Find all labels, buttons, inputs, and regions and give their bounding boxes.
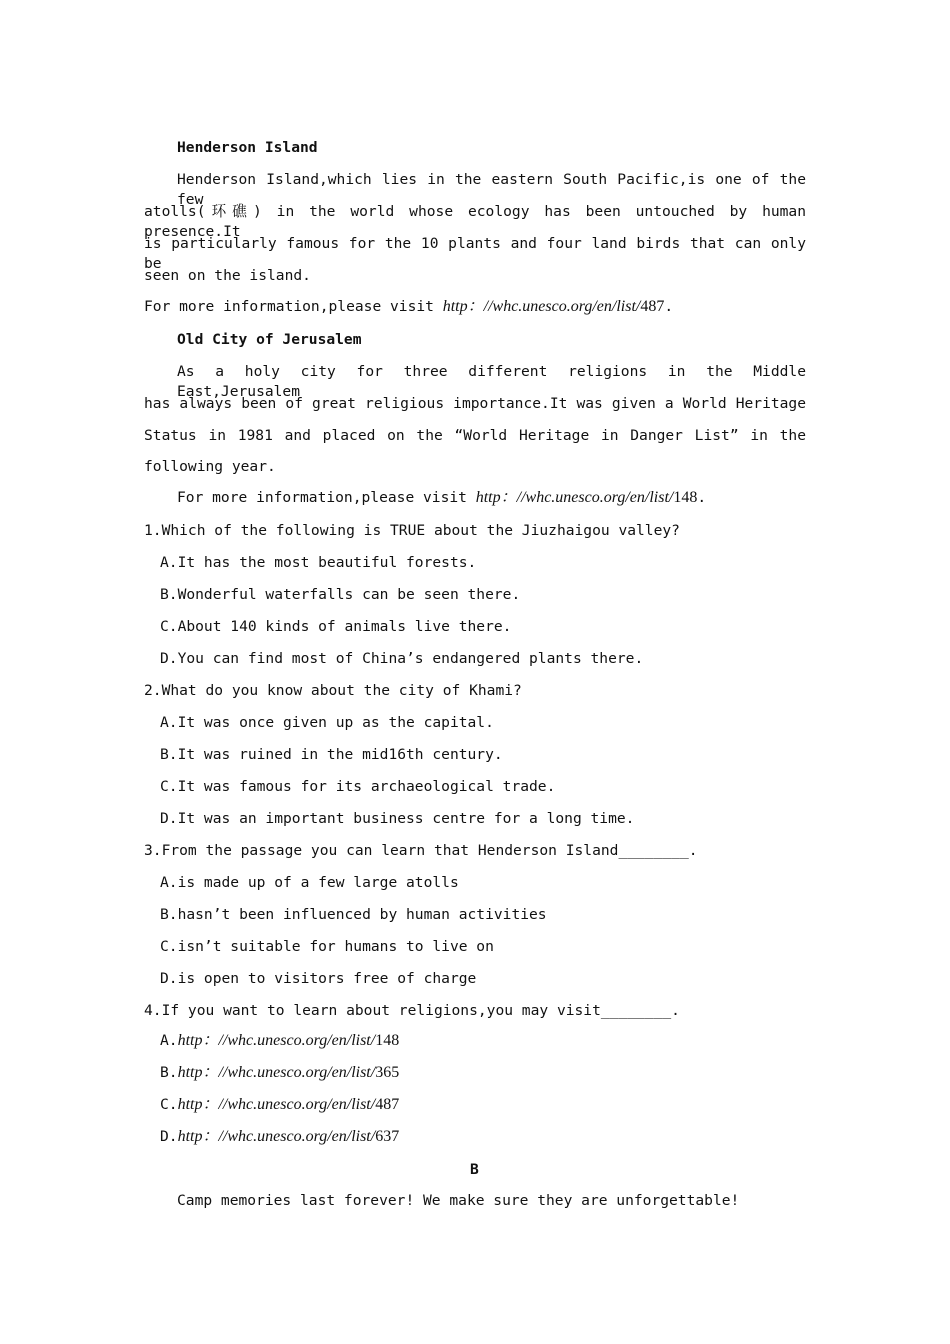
henderson-link[interactable]: http：//whc.unesco.org/en/list/: [442, 298, 641, 315]
henderson-more-info: For more information,please visit http：//whc.unesco.org/en/list/487.: [144, 298, 674, 315]
henderson-para-line-2: atolls(环礁) in the world whose ecology has been untouched by human presence.It: [144, 203, 806, 240]
question-3-option-a[interactable]: A.is made up of a few large atolls: [160, 874, 459, 891]
jerusalem-link[interactable]: http：//whc.unesco.org/en/list/: [475, 489, 674, 506]
question-3-stem: 3.From the passage you can learn that Henderson Island________.: [144, 842, 698, 859]
jerusalem-para-line-1: As a holy city for three different religions in the Middle East,Jerusalem: [177, 363, 806, 400]
section-title-jerusalem: Old City of Jerusalem: [177, 331, 362, 348]
question-2-stem: 2.What do you know about the city of Khami?: [144, 682, 522, 699]
henderson-para-line-4: seen on the island.: [144, 267, 311, 284]
question-1-option-b[interactable]: B.Wonderful waterfalls can be seen there.: [160, 586, 521, 603]
question-1-stem: 1.Which of the following is TRUE about the Jiuzhaigou valley?: [144, 522, 680, 539]
question-3-option-c[interactable]: C.isn’t suitable for humans to live on: [160, 938, 494, 955]
question-4-option-b[interactable]: B.http：//whc.unesco.org/en/list/365: [160, 1064, 400, 1081]
question-1-option-d[interactable]: D.You can find most of China’s endangered plants there.: [160, 650, 644, 667]
jerusalem-more-info: For more information,please visit http：//whc.unesco.org/en/list/148.: [177, 489, 707, 506]
henderson-para-line-3: is particularly famous for the 10 plants and four land birds that can only be: [144, 235, 806, 272]
question-2-option-d[interactable]: D.It was an important business centre for a long time.: [160, 810, 635, 827]
question-3-option-d[interactable]: D.is open to visitors free of charge: [160, 970, 477, 987]
question-4-option-d[interactable]: D.http：//whc.unesco.org/en/list/637: [160, 1128, 400, 1145]
question-3-option-b[interactable]: B.hasn’t been influenced by human activities: [160, 906, 547, 923]
section-title-henderson: Henderson Island: [177, 139, 318, 156]
question-4-option-c[interactable]: C.http：//whc.unesco.org/en/list/487: [160, 1096, 400, 1113]
question-1-option-c[interactable]: C.About 140 kinds of animals live there.: [160, 618, 512, 635]
question-2-option-a[interactable]: A.It was once given up as the capital.: [160, 714, 494, 731]
question-1-option-a[interactable]: A.It has the most beautiful forests.: [160, 554, 477, 571]
jerusalem-para-line-2: has always been of great religious importance.It was given a World Heritage: [144, 395, 806, 412]
jerusalem-para-line-4: following year.: [144, 458, 276, 475]
question-4-option-a[interactable]: A.http：//whc.unesco.org/en/list/148: [160, 1032, 400, 1049]
question-2-option-c[interactable]: C.It was famous for its archaeological trade.: [160, 778, 556, 795]
part-b-heading: B: [470, 1161, 479, 1178]
question-4-stem: 4.If you want to learn about religions,you may visit________.: [144, 1002, 680, 1019]
part-b-intro: Camp memories last forever! We make sure they are unforgettable!: [177, 1192, 740, 1209]
henderson-para-line-1: Henderson Island,which lies in the eastern South Pacific,is one of the few: [177, 171, 806, 208]
jerusalem-para-line-3: Status in 1981 and placed on the “World Heritage in Danger List” in the: [144, 427, 806, 444]
question-2-option-b[interactable]: B.It was ruined in the mid16th century.: [160, 746, 503, 763]
